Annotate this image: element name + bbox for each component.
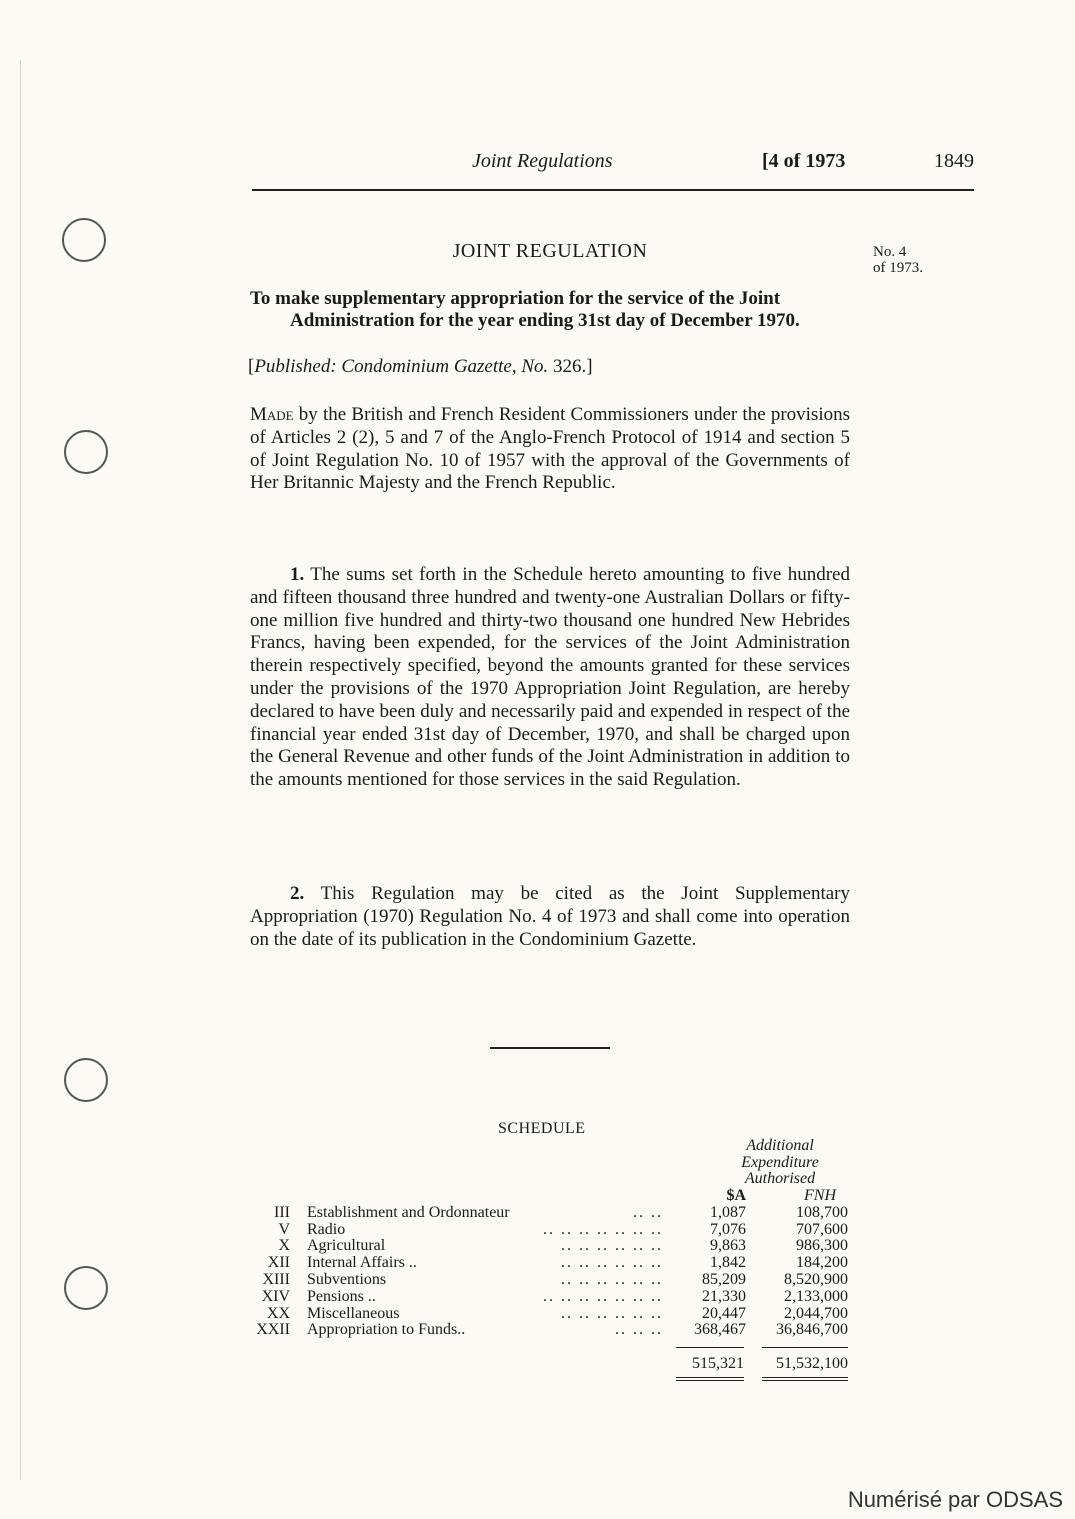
section-divider	[490, 1047, 610, 1049]
section-2-text: This Regulation may be cited as the Joint Supplementary Appropriation (1970) Regulation No. 4 of 1973 and shall come into operation on the date of its publication in the Condominium Gazette.	[250, 883, 850, 950]
row-fnh: 986,300	[796, 1237, 848, 1255]
row-leader-dots: .. .. .. .. .. ..	[561, 1270, 663, 1288]
total-double-rule-fnh	[762, 1377, 848, 1381]
table-row	[248, 1272, 858, 1289]
table-row	[248, 1306, 858, 1323]
row-number: XX	[266, 1304, 290, 1322]
section-1-paragraph	[250, 564, 850, 792]
column-heading-line2: Expenditure	[741, 1153, 819, 1171]
regulation-title: JOINT REGULATION	[452, 240, 648, 262]
row-fnh: 8,520,900	[784, 1270, 848, 1288]
row-fnh: 108,700	[796, 1203, 848, 1221]
running-header	[252, 150, 974, 178]
table-row	[248, 1322, 858, 1339]
subtitle-line2: Administration for the year ending 31st day of December 1970.	[290, 310, 800, 331]
publication-number: 326.]	[548, 356, 593, 377]
row-leader-dots: .. .. ..	[615, 1321, 663, 1339]
table-row	[248, 1238, 858, 1255]
punch-hole-3	[64, 1058, 108, 1102]
punch-hole-2	[64, 430, 108, 474]
schedule-column-heading	[700, 1138, 860, 1188]
regulation-number: [4 of 1973	[762, 150, 846, 172]
row-leader-dots: .. .. .. .. .. ..	[561, 1254, 663, 1272]
row-fnh: 707,600	[796, 1220, 848, 1238]
margin-note	[873, 244, 923, 276]
running-title: Joint Regulations	[472, 150, 613, 172]
row-name: Pensions ..	[307, 1287, 376, 1305]
section-2-paragraph	[250, 883, 850, 951]
row-aud: 85,209	[702, 1270, 746, 1288]
row-number: XXII	[256, 1321, 290, 1339]
row-name: Radio	[307, 1220, 346, 1238]
section-1-text: The sums set forth in the Schedule hereto amounting to five hundred and fifteen thousand three hundred and twenty-one Australian Dollars or fifty-one million five hundred and thirty-two thousand one hundred New Hebrides Francs, having been expended, for the services of the Joint Administration therein respectively specified, beyond the amounts granted for these services under the provisions of the 1970 Appropriation Joint Regulation, are hereby declared to have been duly and necessarily paid and expended in respect of the financial year ended 31st day of December, 1970, and shall be charged upon the General Revenue and other funds of the Joint Administration in addition to the amounts mentioned for those services in the said Regulation.	[250, 564, 850, 791]
publication-source: Published: Condominium Gazette, No.	[254, 356, 549, 377]
column-fnh-header: FNH	[804, 1187, 836, 1204]
preamble-paragraph	[250, 404, 850, 495]
schedule-header-row	[248, 1188, 858, 1205]
row-number: V	[278, 1220, 290, 1238]
total-rule-fnh	[762, 1347, 848, 1348]
punch-hole-1	[62, 218, 106, 262]
row-fnh: 36,846,700	[776, 1321, 848, 1339]
page-edge-line	[20, 60, 21, 1480]
total-rule-aud	[676, 1347, 744, 1348]
row-name: Subventions	[307, 1270, 387, 1288]
margin-note-line2: of 1973.	[873, 260, 923, 276]
row-fnh: 2,133,000	[784, 1287, 848, 1305]
row-number: III	[274, 1203, 290, 1221]
row-aud: 9,863	[710, 1237, 746, 1255]
punch-hole-4	[64, 1266, 108, 1310]
publication-note	[248, 356, 593, 378]
row-number: XIV	[261, 1287, 290, 1305]
preamble-made: Made	[250, 404, 294, 425]
total-aud: 515,321	[692, 1355, 744, 1372]
subtitle-line1: To make supplementary appropriation for the service of the Joint	[250, 288, 781, 309]
row-leader-dots: .. .. .. .. .. ..	[561, 1304, 663, 1322]
publication-open: [	[248, 356, 255, 377]
row-name: Agricultural	[307, 1237, 386, 1255]
section-2-number: 2.	[290, 883, 305, 904]
row-leader-dots: .. .. .. .. .. .. ..	[543, 1287, 663, 1305]
table-row	[248, 1289, 858, 1306]
digitization-footer: Numérisé par ODSAS	[847, 1487, 1063, 1512]
row-name: Internal Affairs ..	[307, 1254, 417, 1272]
row-leader-dots: .. .. .. .. .. .. ..	[543, 1220, 663, 1238]
column-aud-header: $A	[726, 1187, 746, 1204]
table-row	[248, 1205, 858, 1222]
row-leader-dots: .. ..	[633, 1203, 663, 1221]
header-rule	[252, 189, 974, 191]
section-1-number: 1.	[290, 564, 305, 585]
row-aud: 368,467	[694, 1321, 746, 1339]
row-number: X	[278, 1237, 290, 1255]
preamble-text: by the British and French Resident Commissioners under the provisions of Articles 2 (2), 5 and 7 of the Anglo-French Protocol of 1914 and section 5 of Joint Regulation No. 10 of 1957 with the approval of the Governments of Her Britannic Majesty and the French Republic.	[250, 404, 850, 494]
total-fnh: 51,532,100	[776, 1355, 848, 1372]
column-heading-line1: Additional	[746, 1137, 814, 1154]
row-number: XIII	[262, 1270, 290, 1288]
row-name: Appropriation to Funds..	[307, 1321, 466, 1339]
schedule-title: SCHEDULE	[498, 1120, 586, 1137]
page-number: 1849	[934, 150, 974, 172]
regulation-subtitle	[250, 288, 850, 332]
total-double-rule-aud	[676, 1377, 744, 1381]
row-aud: 1,087	[710, 1203, 746, 1221]
row-name: Miscellaneous	[307, 1304, 400, 1322]
margin-note-line1: No. 4	[873, 244, 907, 260]
row-aud: 1,842	[710, 1254, 746, 1272]
column-heading-line3: Authorised	[744, 1170, 816, 1187]
row-fnh: 2,044,700	[784, 1304, 848, 1322]
row-aud: 7,076	[710, 1220, 746, 1238]
row-aud: 20,447	[702, 1304, 746, 1322]
row-number: XII	[267, 1254, 290, 1272]
row-name: Establishment and Ordonnateur	[307, 1203, 510, 1221]
row-aud: 21,330	[702, 1287, 746, 1305]
table-row	[248, 1222, 858, 1239]
row-leader-dots: .. .. .. .. .. ..	[561, 1237, 663, 1255]
schedule-table	[248, 1187, 858, 1339]
table-row	[248, 1255, 858, 1272]
row-fnh: 184,200	[796, 1254, 848, 1272]
